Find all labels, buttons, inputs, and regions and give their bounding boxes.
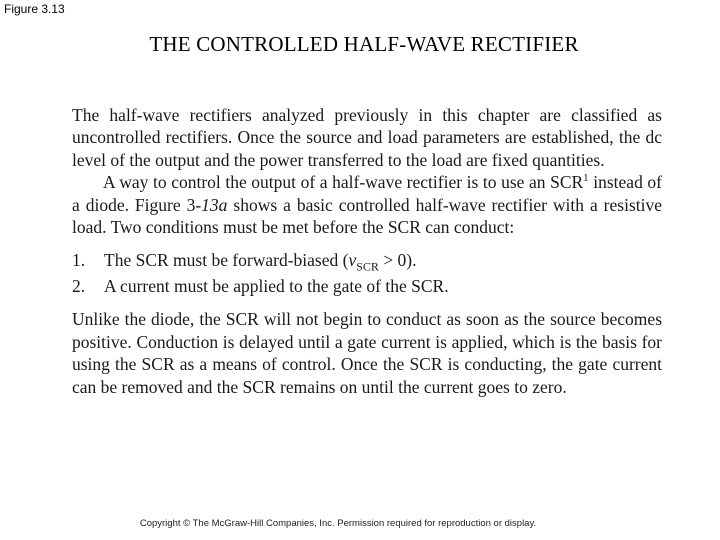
- textbook-excerpt: [72, 104, 662, 398]
- paragraph-uncontrolled-rectifiers: The half-wave rectifiers analyzed previously in this chapter are classified as uncontrolled rectifiers. Once the source and load parameters are established, the dc level of the output and the power transferred to the load are fixed quantities.: [72, 105, 662, 170]
- conditions-intro-text: shows a basic controlled half-wave rectifier with a resistive load. Two conditions must be met before the SCR can conduct:: [72, 194, 662, 238]
- voltage-subscript: SCR: [356, 259, 379, 274]
- slide-title: THE CONTROLLED HALF-WAVE RECTIFIER: [149, 32, 579, 56]
- copyright-notice: Copyright © The McGraw-Hill Companies, Inc. Permission required for reproduction or display.: [139, 518, 537, 529]
- condition-item-2: [72, 273, 662, 299]
- condition-text: [104, 247, 662, 273]
- voltage-variable: v: [348, 250, 357, 271]
- figure-label: Figure 3.13: [4, 2, 65, 16]
- condition-number: 2.: [72, 276, 86, 297]
- condition-text: A current must be applied to the gate of the SCR.: [104, 276, 449, 297]
- condition-item-1: [72, 247, 662, 273]
- condition-text-start: The SCR must be forward-biased (: [104, 250, 349, 271]
- condition-number: 1.: [72, 250, 86, 271]
- paragraph-scr-vs-diode: Unlike the diode, the SCR will not begin to conduct as soon as the source becomes positive. Conduction is delayed until a gate current is applied, which is the basis for using the SCR as a means of control. Once the SCR is conducting, the gate current can be removed and the SCR remains on until the current goes to zero.: [72, 309, 662, 397]
- figure-reference: 13a: [201, 194, 228, 215]
- condition-text-end: > 0).: [378, 250, 417, 271]
- conduction-conditions-list: [72, 247, 662, 299]
- footnote-marker: 1: [583, 172, 589, 185]
- scr-intro-text: A way to control the output of a half-wave rectifier is to use an SCR: [103, 172, 584, 193]
- figure-reference-text: instead of a diode. Figure 3-: [72, 172, 662, 215]
- paragraph-scr-control: [72, 171, 662, 238]
